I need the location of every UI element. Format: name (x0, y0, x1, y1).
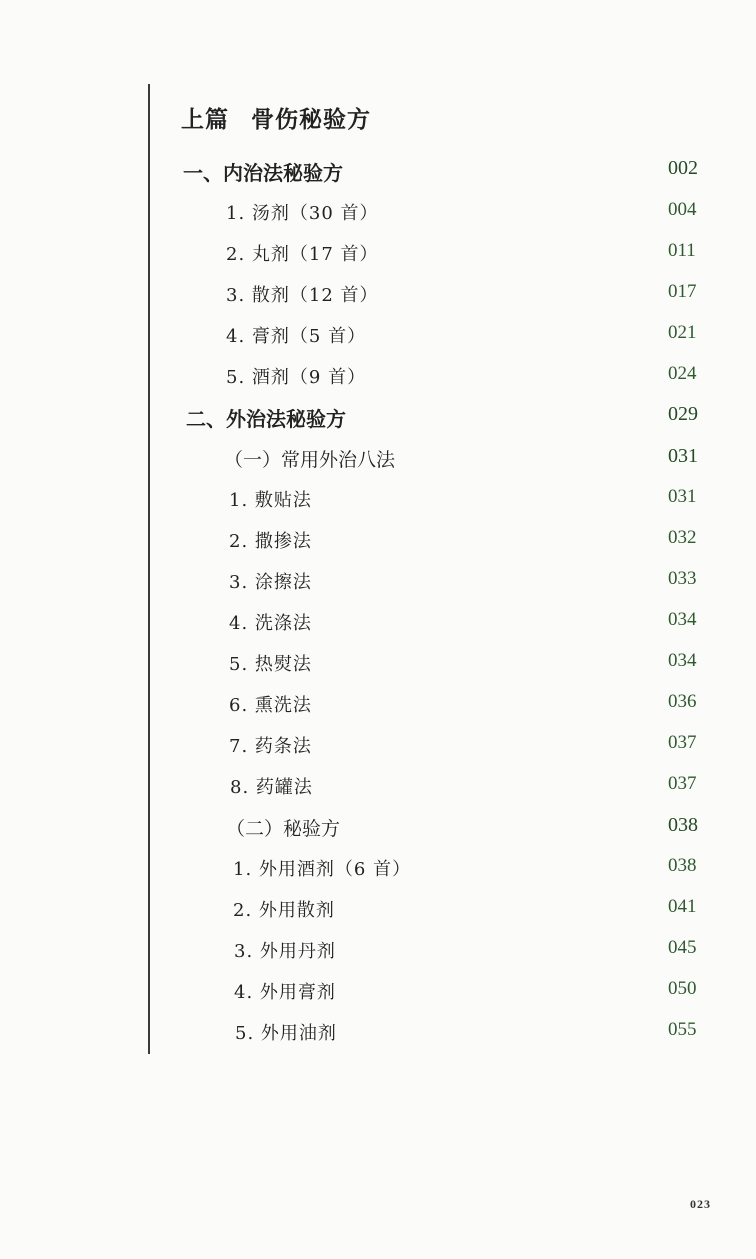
toc-entry-page: 037 (668, 773, 697, 794)
toc-entry-label: （二）秘验方 (226, 818, 341, 840)
toc-entry-page: 050 (668, 978, 697, 999)
toc-entry-label: 一、内治法秘验方 (183, 161, 343, 185)
toc-entry[interactable] (0, 1019, 756, 1049)
toc-entry-label: 1. 外用酒剂（6 首） (233, 859, 412, 880)
toc-entry-page: 004 (668, 199, 697, 220)
part-title-text: 骨伤秘验方 (251, 107, 371, 133)
toc-entry[interactable] (0, 855, 756, 885)
toc-entry-page: 041 (668, 896, 697, 917)
toc-entry-subsection-1[interactable] (0, 445, 756, 475)
toc-entry[interactable] (0, 937, 756, 967)
toc-entry[interactable] (0, 322, 756, 352)
toc-entry[interactable] (0, 732, 756, 762)
toc-entry-label: 二、外治法秘验方 (186, 407, 346, 431)
toc-entry[interactable] (0, 896, 756, 926)
toc-entry-label: 5. 热熨法 (229, 654, 312, 675)
toc-entry-page: 002 (668, 157, 698, 179)
part-title (181, 101, 371, 134)
toc-entry-page: 036 (668, 691, 697, 712)
toc-entry-label: 2. 外用散剂 (233, 900, 335, 921)
toc-entry-label: 3. 外用丹剂 (234, 941, 336, 962)
toc-entry-label: （一）常用外治八法 (224, 449, 396, 471)
toc-entry-label: 2. 撒掺法 (229, 531, 312, 552)
toc-entry[interactable] (0, 609, 756, 639)
toc-entry-label: 4. 外用膏剂 (234, 982, 336, 1003)
toc-entry-page: 055 (668, 1019, 697, 1040)
toc-entry-label: 8. 药罐法 (230, 777, 313, 798)
toc-entry-label: 4. 洗涤法 (229, 613, 312, 634)
toc-entry-label: 5. 外用油剂 (235, 1023, 337, 1044)
toc-entry[interactable] (0, 281, 756, 311)
toc-entry-section-1[interactable] (0, 157, 756, 187)
toc-entry-label: 6. 熏洗法 (229, 695, 312, 716)
toc-entry[interactable] (0, 978, 756, 1008)
toc-entry-label: 1. 敷贴法 (229, 490, 312, 511)
toc-entry-page: 037 (668, 732, 697, 753)
toc-entry[interactable] (0, 691, 756, 721)
toc-entry-label: 3. 涂擦法 (229, 572, 312, 593)
toc-entry-label: 2. 丸剂（17 首） (226, 244, 379, 265)
toc-entry-page: 021 (668, 322, 697, 343)
toc-entry[interactable] (0, 363, 756, 393)
toc-entry-page: 032 (668, 527, 697, 548)
toc-entry-page: 011 (668, 240, 696, 261)
toc-entry-subsection-2[interactable] (0, 814, 756, 844)
toc-entry[interactable] (0, 650, 756, 680)
toc-entry-page: 038 (668, 814, 698, 836)
toc-entry-page: 031 (668, 486, 697, 507)
toc-entry-label: 5. 酒剂（9 首） (226, 367, 367, 388)
toc-entry-page: 034 (668, 609, 697, 630)
toc-entry-label: 4. 膏剂（5 首） (226, 326, 367, 347)
toc-entry[interactable] (0, 486, 756, 516)
toc-entry-page: 017 (668, 281, 697, 302)
toc-entry-label: 3. 散剂（12 首） (226, 285, 379, 306)
toc-entry[interactable] (0, 773, 756, 803)
toc-entry-page: 034 (668, 650, 697, 671)
toc-entry-page: 038 (668, 855, 697, 876)
toc-entry-page: 033 (668, 568, 697, 589)
toc-entry-page: 029 (668, 403, 698, 425)
toc-entry-section-2[interactable] (0, 403, 756, 433)
footer-page-number: 023 (690, 1197, 711, 1211)
toc-entry[interactable] (0, 240, 756, 270)
toc-entry-page: 024 (668, 363, 697, 384)
toc-entry[interactable] (0, 527, 756, 557)
part-label: 上篇 (181, 107, 229, 133)
toc-entry-label: 1. 汤剂（30 首） (226, 203, 379, 224)
toc-entry-page: 031 (668, 445, 698, 467)
toc-entry-page: 045 (668, 937, 697, 958)
toc-entry[interactable] (0, 199, 756, 229)
toc-entry[interactable] (0, 568, 756, 598)
toc-entry-label: 7. 药条法 (229, 736, 312, 757)
